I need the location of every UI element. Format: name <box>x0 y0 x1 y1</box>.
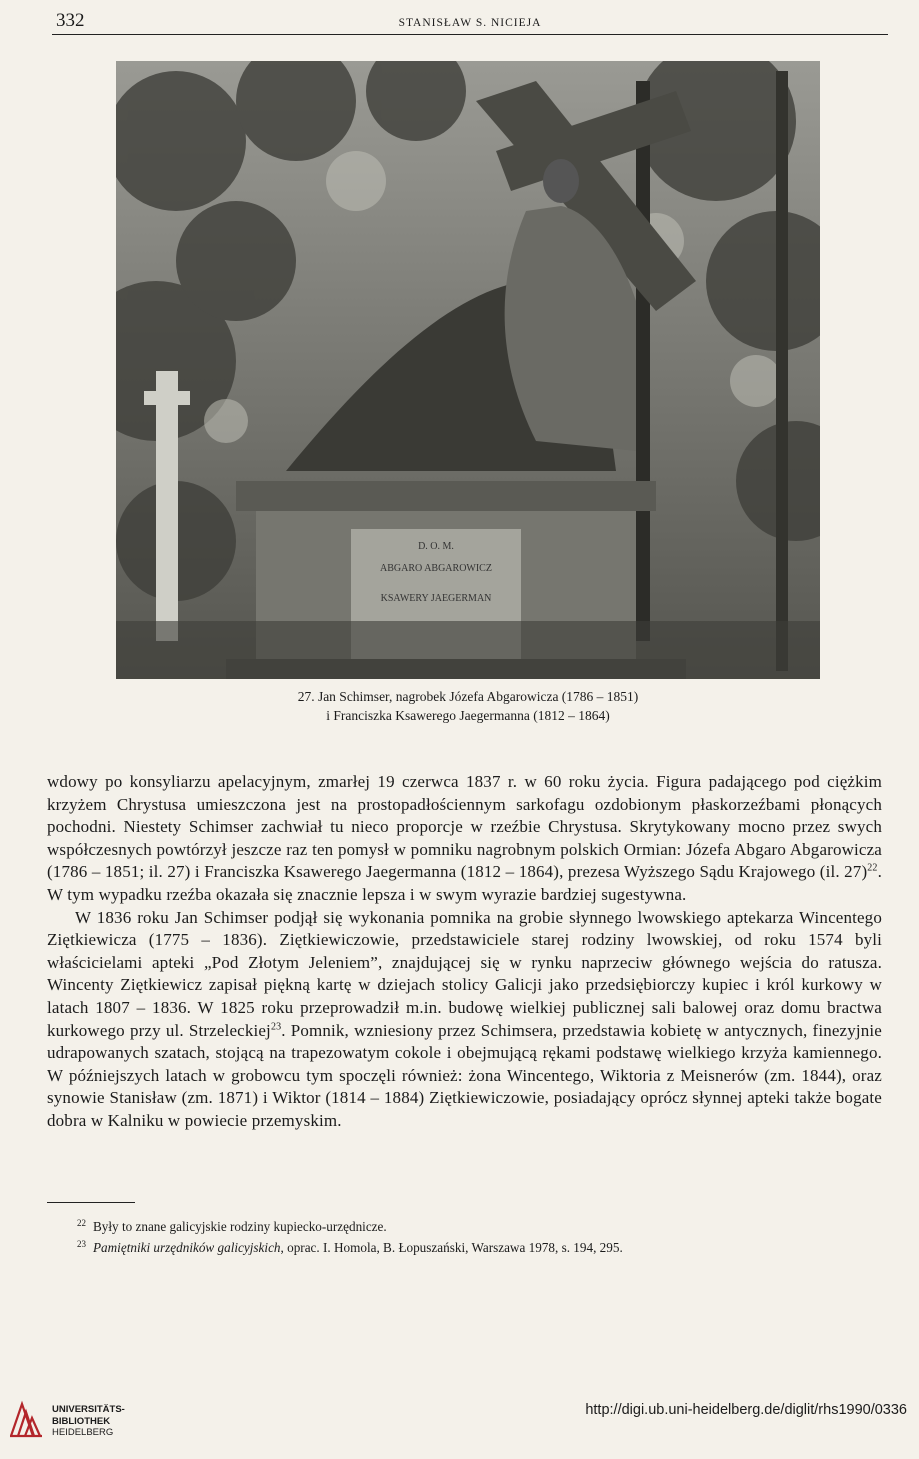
footnote-text: Były to znane galicyjskie rodziny kupiecko-urzędnicze. <box>93 1219 387 1234</box>
footnotes <box>47 1216 882 1258</box>
figure-photo <box>116 61 820 679</box>
footnote-text <box>77 1237 882 1258</box>
svg-text:KSAWERY JAEGERMAN: KSAWERY JAEGERMAN <box>380 593 492 604</box>
logo-line-3: HEIDELBERG <box>52 1427 114 1438</box>
footnote-title: Pamiętniki urzędników galicyjskich <box>93 1240 281 1255</box>
paragraph-2-text-a: W 1836 roku Jan Schimser podjął się wykonania pomnika na grobie słynnego lwowskiego aptekarza Wincentego Ziętkiewicza (1775 – 1836). Ziętkiewiczowie, przedstawiciele starej rodziny lwowskiej, od roku 1574 byli właścicielami apteki „Pod Złotym Jeleniem”, znajdującej się w rynku naprzeciw głównego wejścia do ratusza. Wincenty Ziętkiewicz zapisał piękną kartę w dziejach stolicy Galicji jako przedsiębiorczy kupiec i król kurkowy w latach 1807 – 1836. W 1825 roku przeprowadził m.in. budowę wielkiej publicznej sali balowej oraz domu bractwa kurkowego przy ul. Strzeleckiej <box>47 907 882 1040</box>
running-head: STANISŁAW S. NICIEJA <box>398 17 542 29</box>
logo-line-2: BIBLIOTHEK <box>52 1415 111 1427</box>
page-header <box>52 10 888 35</box>
svg-text:D. O. M.: D. O. M. <box>418 541 454 552</box>
svg-text:ABGARO ABGAROWICZ: ABGARO ABGAROWICZ <box>380 563 492 574</box>
footnote-ref-22: 22 <box>867 862 878 874</box>
source-url[interactable]: http://digi.ub.uni-heidelberg.de/diglit/rhs1990/0336 <box>585 1402 907 1418</box>
paragraph-1-text-b: . W tym wypadku rzeźba okazała się znacznie lepsza i w swym wyrazie bardziej sugestywna. <box>47 862 882 904</box>
footnote-23 <box>47 1237 882 1258</box>
caption-line-1: 27. Jan Schimser, nagrobek Józefa Abgarowicza (1786 – 1851) <box>297 689 639 704</box>
page-number: 332 <box>56 10 85 31</box>
paragraph-2-text-b: . Pomnik, wzniesiony przez Schimsera, przedstawia kobietę w antycznych, finezyjnie udrapowanych szatach, stojącą na trapezowatym cokole i obejmującą rękami podstawę wielkiego krzyża kamiennego. W późniejszych latach w grobowcu tym spoczęli również: żona Wincentego, Wiktoria z Meisnerów (zm. 1844), oraz synowie Stanisław (zm. 1871) i Wiktor (1814 – 1884) Ziętkiewiczowie, posiadający oprócz słynnej apteki także bogate dobra w Kalniku w powiecie przemyskim. <box>47 1020 882 1130</box>
footnote-ref-23: 23 <box>270 1020 282 1032</box>
paragraph-1 <box>47 771 882 907</box>
body-text <box>47 771 882 1133</box>
library-logo[interactable] <box>8 1398 148 1446</box>
footnote-number: 22 <box>77 1218 86 1228</box>
tomb-monument-photo <box>116 61 820 679</box>
figure-caption <box>116 687 820 725</box>
footnote-number: 23 <box>77 1239 86 1249</box>
heidelberg-library-icon <box>8 1398 44 1438</box>
logo-line-1: UNIVERSITÄTS- <box>52 1404 125 1415</box>
footnote-22 <box>47 1216 882 1237</box>
caption-line-2: i Franciszka Ksawerego Jaegermanna (1812 – 1864) <box>326 708 610 723</box>
paragraph-1-text-a: wdowy po konsyliarzu apelacyjnym, zmarłej 19 czerwca 1837 r. w 60 roku życia. Figura padającego pod ciężkim krzyżem Chrystusa umieszczona jest na prostopadłościennym sarkofagu ozdobionym płaskorzeźbami płonących pochodni. Niestety Schimser zachwiał tu nieco proporcje w rzeźbie Chrystusa. Skrytykowany mocno przez swych współczesnych powtórzył jeszcze raz ten pomysł w pomniku nagrobnym polskich Ormian: Józefa Abgaro Abgarowicza (1786 – 1851; il. 27) i Franciszka Ksawerego Jaegermanna (1812 – 1864), prezesa Wyższego Sądu Krajowego (il. 27) <box>47 772 882 882</box>
library-name <box>52 1404 125 1439</box>
footnote-divider <box>47 1202 135 1203</box>
footnote-rest: , oprac. I. Homola, B. Łopuszański, Warszawa 1978, s. 194, 295. <box>280 1240 623 1255</box>
paragraph-2 <box>47 907 882 1133</box>
